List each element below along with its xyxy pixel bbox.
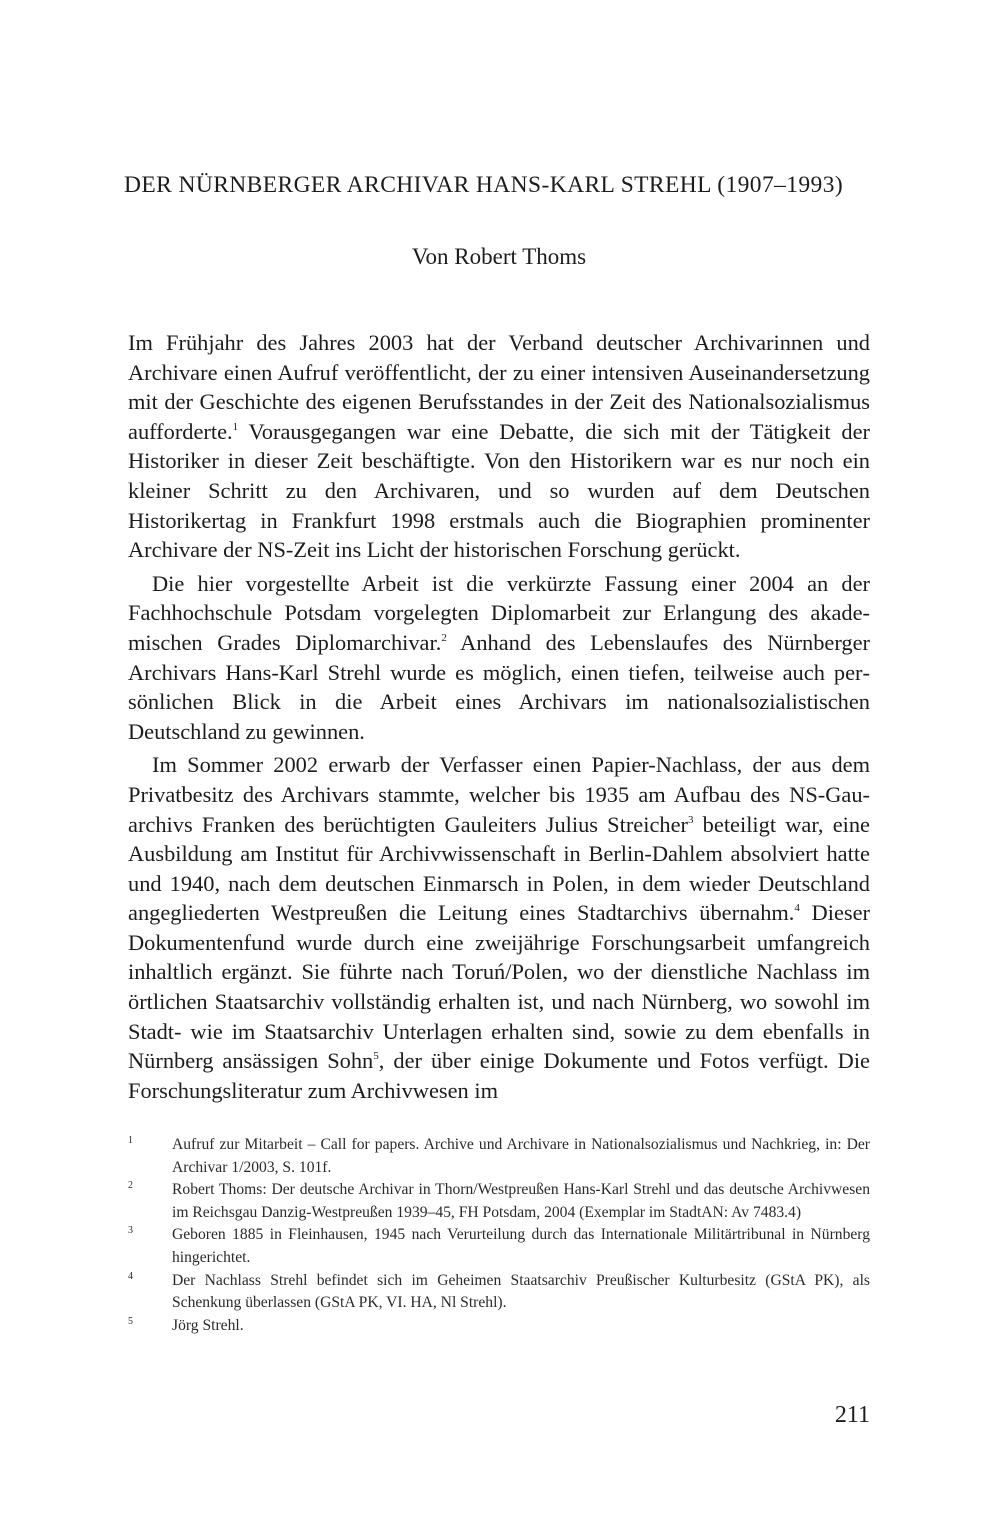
page-number: 211 (834, 1402, 870, 1428)
footnote-number: 2 (128, 1180, 133, 1192)
paragraph-text: beteiligt war, eine Ausbildung am Institut für Archivwissenschaft in Berlin-Dahlem absolviert hatte und 1940, nach dem deutschen Einmarsch in Polen, in dem wieder Deutschland angegliederten Westpreußen die Leitung eines Stadtarchivs übernahm. (128, 811, 870, 926)
footnote-text: Jörg Strehl. (172, 1316, 244, 1334)
footnote-marker: 5 (373, 1050, 379, 1063)
footnote-text: Geboren 1885 in Fleinhausen, 1945 nach Verurteilung durch das Internationale Militärtribunal in Nürnberg hingerichtet. (172, 1226, 870, 1266)
paragraph-text: Anhand des Lebenslaufes des Nürnberger Archivars Hans-Karl Strehl wurde es möglich, einen tiefen, teilweise auch persönlichen Blick in die Arbeit eines Archivars im nationalsozialistischen Deutschland zu gewinnen. (128, 629, 871, 744)
paragraph-text: Vorausgegangen war eine Debatte, die sich mit der Tätigkeit der Historiker in dieser Zeit beschäftigte. Von den Historikern war es nur noch ein kleiner Schritt zu den Archivaren, und so wurden auf dem Deutschen Historikertag in Frankfurt 1998 erstmals auch die Biographien prominenter Archivare der NS-Zeit ins Licht der historischen Forschung gerückt. (128, 418, 870, 563)
paragraph (128, 569, 870, 747)
article-body (128, 328, 870, 1109)
article-author: Von Robert Thoms (411, 244, 587, 269)
footnote (128, 1224, 870, 1269)
article-title: DER NÜRNBERGER ARCHIVAR HANS-KARL STREHL (1907–1993) (124, 172, 844, 198)
paragraph-text: Die hier vorgestellte Arbeit ist die verkürzte Fassung einer 2004 an der Fachhochschule Potsdam vorgelegten Diplomarbeit zur Erlangung des akademischen Grades Diplomarchivar. (128, 570, 870, 655)
footnote-number: 5 (128, 1315, 133, 1327)
paragraph (128, 750, 870, 1105)
footnote-marker: 1 (232, 420, 239, 433)
footnote-marker: 2 (441, 631, 447, 644)
footnote-number: 4 (128, 1270, 133, 1282)
footnote-marker: 3 (688, 813, 694, 826)
paragraph (128, 328, 870, 565)
paragraph-text: Dieser Dokumentenfund wurde durch eine zweijährige Forschungsarbeit umfangreich inhaltlich ergänzt. Sie führte nach Toruń/Polen, wo der dienstliche Nachlass im örtlichen Staatsarchiv vollständig erhalten ist, und nach Nürnberg, wo sowohl im Stadt- wie im Staatsarchiv Unterlagen erhalten sind, sowie zu dem ebenfalls in Nürnberg ansässigen Sohn (128, 900, 870, 1074)
footnote (128, 1179, 870, 1224)
footnote-number: 1 (128, 1135, 133, 1146)
footnote-text: Aufruf zur Mitarbeit – Call for papers. Archive und Archivare in Nationalsozialismus und Nachkrieg, in: Der Archivar 1/2003, S. 101f. (172, 1136, 870, 1176)
paragraph-text: Im Sommer 2002 erwarb der Verfasser einen Papier-Nachlass, der aus dem Privatbesitz des Archivars stammte, welcher bis 1935 am Aufbau des NS-Gauarchivs Franken des berüchtigten Gauleiters Julius Streicher (128, 752, 870, 837)
footnote-text: Der Nachlass Strehl befindet sich im Geheimen Staatsarchiv Preußischer Kulturbesitz (GStA PK), als Schenkung überlassen (GStA PK, VI. HA, Nl Strehl). (172, 1271, 870, 1312)
paragraph-text: Im Frühjahr des Jahres 2003 hat der Verband deutscher Archivarinnen und Archivare einen Aufruf veröffentlicht, der zu einer intensiven Auseinandersetzung mit der Geschichte des eigenen Berufsstandes in der Zeit des Nationalsozialismus aufforderte. (128, 330, 870, 444)
footnotes (128, 1134, 870, 1337)
footnote (128, 1134, 870, 1179)
paragraph-text: , der über einige Dokumente und Fotos verfügt. Die Forschungsliteratur zum Archivwesen im (128, 1048, 870, 1103)
footnote-text: Robert Thoms: Der deutsche Archivar in Thorn/Westpreußen Hans-Karl Strehl und das deutsche Archivwesen im Reichsgau Danzig-Westpreußen 1939–45, FH Potsdam, 2004 (Exemplar im StadtAN: Av 7483.4) (172, 1181, 870, 1221)
footnote (128, 1315, 870, 1338)
footnote (128, 1270, 870, 1315)
footnote-marker: 4 (794, 902, 800, 915)
footnote-number: 3 (128, 1225, 133, 1237)
